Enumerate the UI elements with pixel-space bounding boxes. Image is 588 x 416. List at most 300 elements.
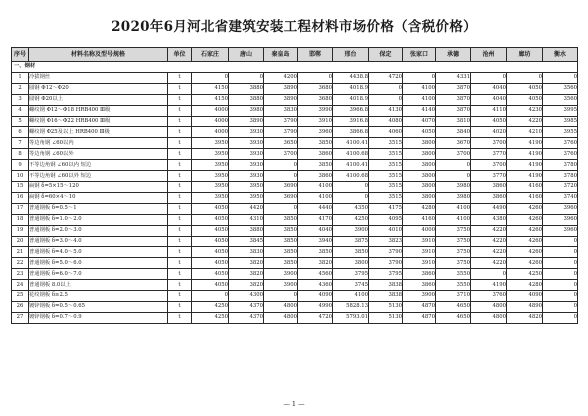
price-cell: 3680 — [298, 83, 333, 94]
price-cell: 0 — [369, 83, 403, 94]
price-cell: 3950 — [192, 149, 229, 160]
unit-cell: t — [168, 280, 192, 291]
column-header: 石家庄 — [192, 48, 229, 62]
price-cell: 3890 — [264, 83, 298, 94]
price-cell: 4070 — [403, 116, 436, 127]
unit-cell: t — [168, 301, 192, 312]
price-cell: 4140 — [403, 105, 436, 116]
price-cell: 3910 — [403, 247, 436, 258]
price-cell: 3838 — [369, 291, 403, 302]
price-cell: 3780 — [543, 160, 578, 171]
price-cell: 4150 — [192, 94, 229, 105]
price-cell: 3800 — [333, 258, 369, 269]
material-name-cell: 镀锌钢板 δ=0.7～0.9 — [29, 312, 168, 323]
price-cell: 3860 — [298, 149, 333, 160]
row-number-cell: 21 — [12, 247, 29, 258]
price-cell: 3860 — [471, 192, 507, 203]
price-cell: 3950 — [192, 171, 229, 182]
price-cell: 4050 — [507, 83, 543, 94]
price-cell: 3966.8 — [333, 105, 369, 116]
price-cell: 4220 — [471, 225, 507, 236]
price-cell: 3700 — [471, 138, 507, 149]
material-name-cell: 普通钢板 δ=2.0～3.0 — [29, 225, 168, 236]
price-cell: 4800 — [264, 312, 298, 323]
price-cell: 4370 — [229, 312, 264, 323]
price-cell: 4000 — [192, 127, 229, 138]
column-header: 廊坊 — [507, 48, 543, 62]
price-cell: 4018.9 — [333, 83, 369, 94]
price-cell: 4990 — [298, 301, 333, 312]
price-cell: 4210 — [507, 127, 543, 138]
price-cell: 4250 — [192, 301, 229, 312]
price-cell: 0 — [192, 72, 229, 83]
price-cell: 4820 — [507, 312, 543, 323]
price-cell: 4220 — [471, 236, 507, 247]
unit-cell: t — [168, 94, 192, 105]
price-cell: 3930 — [229, 160, 264, 171]
unit-cell: t — [168, 72, 192, 83]
table-row — [12, 72, 578, 83]
material-name-cell: 不等边角钢 ∠60以内 短边 — [29, 160, 168, 171]
material-name-cell: 扁钢 δ=60×4～10 — [29, 192, 168, 203]
price-cell: 3960 — [543, 225, 578, 236]
row-number-cell: 10 — [12, 171, 29, 182]
price-cell: 4000 — [192, 116, 229, 127]
price-cell: 4720 — [298, 312, 333, 323]
price-cell: 3700 — [264, 149, 298, 160]
price-cell: 3770 — [471, 171, 507, 182]
column-header: 秦皇岛 — [264, 48, 298, 62]
price-cell: 3515 — [369, 181, 403, 192]
price-cell: 3950 — [192, 160, 229, 171]
price-cell: 3980 — [436, 181, 471, 192]
row-number-cell: 1 — [12, 72, 29, 83]
price-cell: 3790 — [369, 247, 403, 258]
price-cell: 3930 — [229, 138, 264, 149]
unit-cell: t — [168, 203, 192, 214]
price-cell: 3880 — [229, 83, 264, 94]
price-cell: 3800 — [403, 192, 436, 203]
column-header: 序号 — [12, 48, 29, 62]
price-cell: 3823 — [369, 236, 403, 247]
price-cell: 3820 — [229, 280, 264, 291]
price-cell: 3790 — [264, 116, 298, 127]
price-cell: 3560 — [543, 83, 578, 94]
price-cell: 4050 — [507, 94, 543, 105]
price-cell: 0 — [333, 192, 369, 203]
column-header: 保定 — [369, 48, 403, 62]
price-cell: 4050 — [192, 203, 229, 214]
price-cell: 4060 — [369, 127, 403, 138]
price-cell: 4250 — [192, 312, 229, 323]
page-number: — 1 — — [283, 400, 305, 408]
table-row — [12, 236, 578, 247]
price-cell: 4220 — [471, 247, 507, 258]
price-cell: 4370 — [229, 301, 264, 312]
column-header: 衡水 — [543, 48, 578, 62]
material-name-cell: 螺纹钢 Φ25及以上 HRB400 Ⅲ级 — [29, 127, 168, 138]
column-header: 沧州 — [471, 48, 507, 62]
price-cell: 0 — [543, 280, 578, 291]
material-name-cell: 等边角钢 ∠60以内 — [29, 138, 168, 149]
material-name-cell: 螺纹钢 Φ16～Φ22 HRB400 Ⅲ级 — [29, 116, 168, 127]
price-cell: 3916.8 — [333, 116, 369, 127]
price-cell: 3515 — [369, 171, 403, 182]
price-cell: 3910 — [403, 236, 436, 247]
price-cell: 3980 — [229, 105, 264, 116]
price-cell: 3750 — [436, 225, 471, 236]
price-cell: 3760 — [471, 291, 507, 302]
unit-cell: t — [168, 225, 192, 236]
row-number-cell: 20 — [12, 236, 29, 247]
section-row — [12, 62, 578, 73]
price-cell: 4190 — [507, 138, 543, 149]
price-cell: 0 — [298, 72, 333, 83]
price-cell: 4100 — [436, 203, 471, 214]
material-name-cell: 扁钢 δ=5×15～120 — [29, 181, 168, 192]
price-cell: 4020 — [471, 127, 507, 138]
price-cell: 3790 — [264, 127, 298, 138]
price-cell: 3560 — [543, 94, 578, 105]
unit-cell: t — [168, 138, 192, 149]
price-cell: 0 — [543, 312, 578, 323]
row-number-cell: 9 — [12, 160, 29, 171]
price-cell: 4010 — [369, 225, 403, 236]
price-cell: 3680 — [298, 94, 333, 105]
price-cell: 4100.41 — [333, 138, 369, 149]
price-cell: 3515 — [369, 149, 403, 160]
price-cell: 4190 — [507, 149, 543, 160]
material-name-cell: 普通钢板 δ=6.0～7.0 — [29, 269, 168, 280]
table-row — [12, 214, 578, 225]
price-cell: 4260 — [507, 236, 543, 247]
price-cell: 3515 — [369, 138, 403, 149]
price-cell: 3790 — [369, 258, 403, 269]
price-cell: 4090 — [507, 291, 543, 302]
price-cell: 4420 — [229, 203, 264, 214]
price-cell: 4050 — [192, 236, 229, 247]
price-cell: 4080 — [369, 116, 403, 127]
price-cell: 4380 — [471, 214, 507, 225]
price-cell: 4260 — [507, 225, 543, 236]
table-row — [12, 105, 578, 116]
price-cell: 3850 — [264, 225, 298, 236]
price-cell: 0 — [192, 291, 229, 302]
price-cell: 5828.13 — [333, 301, 369, 312]
section-title: 一、钢材 — [12, 62, 578, 73]
price-cell: 3900 — [264, 280, 298, 291]
material-name-cell: 普通钢板 δ=5.0～6.0 — [29, 258, 168, 269]
price-cell: 3700 — [471, 160, 507, 171]
price-cell: 4220 — [471, 258, 507, 269]
row-number-cell: 23 — [12, 269, 29, 280]
price-cell: 0 — [403, 72, 436, 83]
table-row — [12, 258, 578, 269]
price-cell: 3910 — [403, 258, 436, 269]
price-cell: 4050 — [192, 214, 229, 225]
price-cell: 3800 — [403, 138, 436, 149]
table-row — [12, 149, 578, 160]
price-cell: 5793.01 — [333, 312, 369, 323]
price-cell: 4870 — [403, 312, 436, 323]
table-row — [12, 269, 578, 280]
price-cell: 3670 — [436, 138, 471, 149]
unit-cell: t — [168, 181, 192, 192]
price-cell: 4260 — [507, 203, 543, 214]
unit-cell: t — [168, 160, 192, 171]
price-cell: 4040 — [471, 94, 507, 105]
price-cell: 4150 — [192, 83, 229, 94]
price-cell: 4200 — [264, 72, 298, 83]
unit-cell: t — [168, 127, 192, 138]
price-cell: 4800 — [264, 301, 298, 312]
price-cell: 4100 — [298, 181, 333, 192]
row-number-cell: 27 — [12, 312, 29, 323]
price-cell: 4100.68 — [333, 149, 369, 160]
table-row — [12, 127, 578, 138]
price-cell: 3550 — [436, 269, 471, 280]
price-cell: 0 — [543, 291, 578, 302]
price-cell: 3890 — [264, 94, 298, 105]
price-cell: 3690 — [264, 192, 298, 203]
price-cell: 3940 — [298, 236, 333, 247]
price-cell: 4440 — [298, 203, 333, 214]
price-cell: 3930 — [229, 171, 264, 182]
price-cell: 4160 — [507, 181, 543, 192]
price-cell: 4000 — [192, 105, 229, 116]
price-cell: 3870 — [436, 94, 471, 105]
price-cell: 4160 — [403, 214, 436, 225]
price-cell: 3900 — [264, 269, 298, 280]
price-cell: 3795 — [369, 269, 403, 280]
price-cell: 0 — [471, 269, 507, 280]
price-cell: 3950 — [229, 192, 264, 203]
price-cell: 3900 — [403, 291, 436, 302]
material-name-cell: 花纹钢板 δ≥2.5 — [29, 291, 168, 302]
price-cell: 3850 — [333, 247, 369, 258]
price-cell: 4050 — [403, 127, 436, 138]
table-row — [12, 94, 578, 105]
price-cell: 3860 — [471, 181, 507, 192]
price-cell: 4870 — [403, 301, 436, 312]
price-cell: 3750 — [436, 247, 471, 258]
table-row — [12, 225, 578, 236]
table-row — [12, 203, 578, 214]
price-cell: 0 — [543, 258, 578, 269]
price-cell: 5130 — [369, 312, 403, 323]
unit-cell: t — [168, 269, 192, 280]
price-cell: 0 — [543, 72, 578, 83]
row-number-cell: 15 — [12, 181, 29, 192]
price-cell: 4190 — [507, 171, 543, 182]
price-cell: 3720 — [543, 181, 578, 192]
unit-cell: t — [168, 116, 192, 127]
unit-cell: t — [168, 149, 192, 160]
row-number-cell: 7 — [12, 138, 29, 149]
price-cell: 4050 — [192, 225, 229, 236]
row-number-cell: 26 — [12, 301, 29, 312]
table-row — [12, 291, 578, 302]
price-cell: 3985 — [543, 116, 578, 127]
price-cell: 3980 — [436, 192, 471, 203]
row-number-cell: 18 — [12, 214, 29, 225]
price-cell: 3800 — [403, 149, 436, 160]
price-cell: 3960 — [543, 214, 578, 225]
price-cell: 4040 — [471, 83, 507, 94]
price-cell: 0 — [333, 181, 369, 192]
column-header: 邢台 — [333, 48, 369, 62]
price-cell: 3860 — [403, 280, 436, 291]
row-number-cell: 8 — [12, 149, 29, 160]
material-name-cell: 圆钢 Φ20以上 — [29, 94, 168, 105]
price-cell: 3850 — [264, 214, 298, 225]
price-cell: 3995 — [543, 105, 578, 116]
price-cell: 4360 — [298, 280, 333, 291]
price-cell: 4050 — [471, 116, 507, 127]
price-cell: 3780 — [543, 171, 578, 182]
price-cell: 3890 — [229, 116, 264, 127]
price-cell: 3745 — [333, 280, 369, 291]
unit-cell: t — [168, 291, 192, 302]
unit-cell: t — [168, 312, 192, 323]
price-cell: 4050 — [192, 280, 229, 291]
row-number-cell: 6 — [12, 127, 29, 138]
price-cell: 0 — [543, 301, 578, 312]
price-cell: 4890 — [507, 301, 543, 312]
price-cell: 5130 — [369, 301, 403, 312]
price-cell: 3840 — [436, 127, 471, 138]
material-name-cell: 圆钢 Φ12～Φ20 — [29, 83, 168, 94]
price-cell: 3860 — [403, 269, 436, 280]
unit-cell: t — [168, 214, 192, 225]
price-cell: 0 — [229, 72, 264, 83]
price-cell: 3850 — [264, 258, 298, 269]
price-cell: 3960 — [298, 127, 333, 138]
table-row — [12, 138, 578, 149]
row-number-cell: 16 — [12, 192, 29, 203]
price-cell: 3866.8 — [333, 127, 369, 138]
price-cell: 4350 — [333, 203, 369, 214]
price-cell: 0 — [369, 94, 403, 105]
price-cell: 4110 — [471, 105, 507, 116]
unit-cell: t — [168, 83, 192, 94]
price-cell: 3950 — [192, 181, 229, 192]
table-header-row — [12, 48, 578, 62]
price-cell: 3850 — [264, 236, 298, 247]
price-cell: 3830 — [264, 105, 298, 116]
column-header: 张家口 — [403, 48, 436, 62]
column-header: 承德 — [436, 48, 471, 62]
price-cell: 4095 — [369, 214, 403, 225]
price-cell: 4560 — [298, 269, 333, 280]
price-cell: 3820 — [229, 269, 264, 280]
unit-cell: t — [168, 247, 192, 258]
material-name-cell: 不等边角钢 ∠60以外 短边 — [29, 171, 168, 182]
price-cell: 3690 — [264, 181, 298, 192]
price-cell: 4800 — [471, 312, 507, 323]
price-cell: 4220 — [507, 116, 543, 127]
price-cell: 3990 — [298, 105, 333, 116]
price-cell: 3810 — [436, 116, 471, 127]
price-cell: 3950 — [229, 181, 264, 192]
table-row — [12, 280, 578, 291]
price-cell: 3955 — [543, 127, 578, 138]
price-cell: 4100 — [298, 192, 333, 203]
price-cell: 4100.41 — [333, 160, 369, 171]
price-cell: 3850 — [298, 160, 333, 171]
price-cell: 3650 — [264, 138, 298, 149]
price-cell: 3770 — [471, 149, 507, 160]
price-cell: 3820 — [229, 258, 264, 269]
table-row — [12, 160, 578, 171]
price-cell: 0 — [264, 171, 298, 182]
table-row — [12, 116, 578, 127]
row-number-cell: 5 — [12, 116, 29, 127]
unit-cell: t — [168, 236, 192, 247]
price-cell: 4040 — [298, 225, 333, 236]
material-name-cell: 镀锌钢板 δ=0.5～0.65 — [29, 301, 168, 312]
price-cell: 4190 — [471, 280, 507, 291]
price-cell: 3550 — [436, 280, 471, 291]
table-row — [12, 301, 578, 312]
row-number-cell: 2 — [12, 83, 29, 94]
price-cell: 4175 — [369, 203, 403, 214]
price-cell: 3880 — [229, 94, 264, 105]
price-cell: 3850 — [298, 138, 333, 149]
price-cell: 4260 — [507, 258, 543, 269]
row-number-cell: 25 — [12, 291, 29, 302]
unit-cell: t — [168, 171, 192, 182]
row-number-cell: 19 — [12, 225, 29, 236]
material-name-cell: 等边角钢 ∠60以外 — [29, 149, 168, 160]
price-cell: 3800 — [403, 171, 436, 182]
price-cell: 4250 — [507, 269, 543, 280]
price-cell: 4170 — [298, 214, 333, 225]
price-cell: 3870 — [436, 83, 471, 94]
price-cell: 3830 — [229, 247, 264, 258]
table-row — [12, 83, 578, 94]
price-cell: 0 — [507, 72, 543, 83]
price-cell: 4090 — [298, 291, 333, 302]
price-cell: 3838 — [369, 280, 403, 291]
price-cell: 4490 — [471, 203, 507, 214]
price-cell: 4300 — [229, 291, 264, 302]
price-cell: 3750 — [436, 258, 471, 269]
price-cell: 3760 — [543, 138, 578, 149]
price-cell: 3930 — [229, 127, 264, 138]
price-cell: 4050 — [192, 247, 229, 258]
price-cell: 3700 — [436, 149, 471, 160]
price-cell: 3930 — [229, 149, 264, 160]
material-name-cell: 普通钢板 8.0以上 — [29, 280, 168, 291]
price-cell: 4100 — [333, 291, 369, 302]
table-row — [12, 192, 578, 203]
price-cell: 4280 — [403, 203, 436, 214]
price-cell: 3950 — [192, 192, 229, 203]
price-cell: 3850 — [298, 247, 333, 258]
price-cell: 3750 — [436, 236, 471, 247]
price-cell: 3820 — [298, 258, 333, 269]
material-name-cell: 普通钢板 δ=3.0～4.0 — [29, 236, 168, 247]
material-name-cell: 螺纹钢 Φ12～Φ18 HRB400 Ⅲ级 — [29, 105, 168, 116]
price-cell: 4050 — [192, 258, 229, 269]
price-cell: 0 — [436, 160, 471, 171]
price-cell: 3860 — [298, 171, 333, 182]
price-cell: 0 — [543, 236, 578, 247]
price-cell: 4260 — [507, 214, 543, 225]
price-cell: 4050 — [192, 269, 229, 280]
price-cell: 4160 — [507, 192, 543, 203]
